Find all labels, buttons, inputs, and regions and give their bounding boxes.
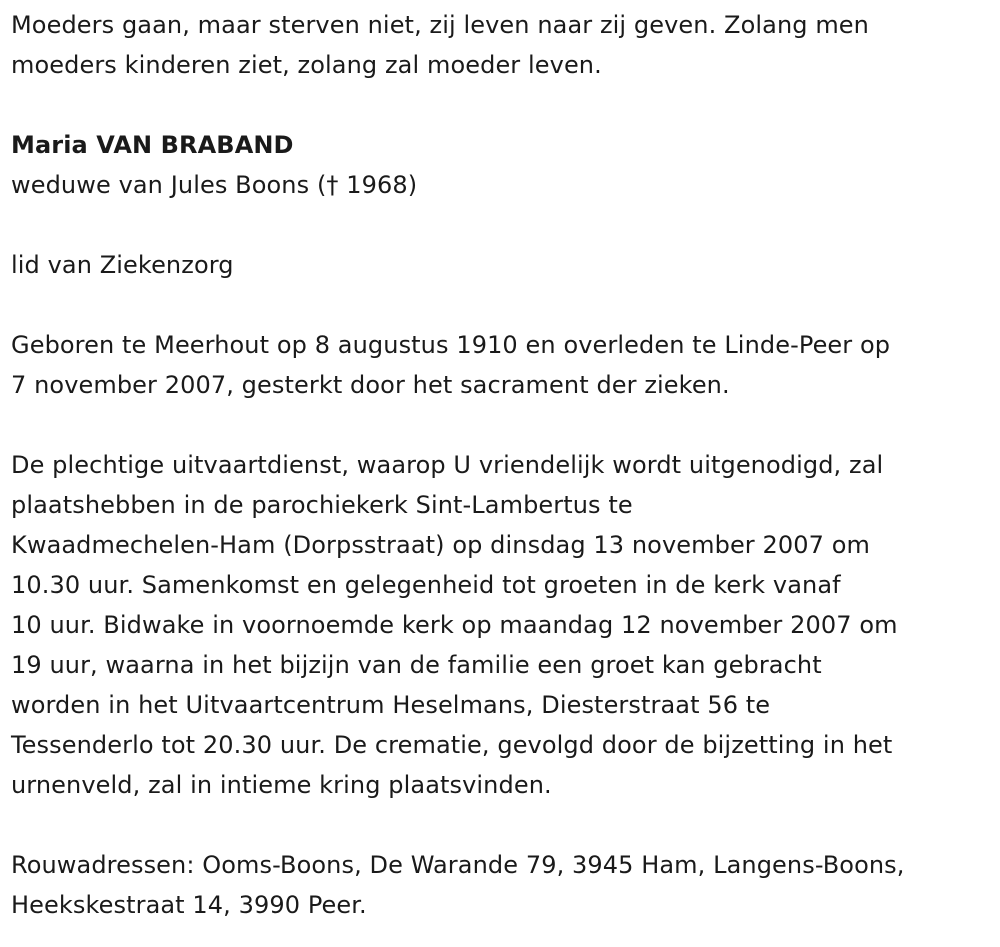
spacer: [11, 405, 996, 445]
spacer: [11, 285, 996, 325]
spacer: [11, 205, 996, 245]
spacer: [11, 805, 996, 845]
spacer: [11, 85, 996, 125]
deceased-name: Maria VAN BRABAND: [11, 131, 294, 159]
condolence-addresses: Rouwadressen: Ooms-Boons, De Warande 79, 3945 Ham, Langens-Boons, Heekskestraat 14, 3990 Peer.: [11, 851, 905, 919]
birth-death-paragraph: Geboren te Meerhout op 8 augustus 1910 en overleden te Linde-Peer op 7 november 2007, gesterkt door het sacrament der zieken.: [11, 331, 891, 399]
obituary-document: [11, 5, 996, 925]
memorial-poem: Moeders gaan, maar sterven niet, zij leven naar zij geven. Zolang men moeders kinderen ziet, zolang zal moeder leven.: [11, 11, 869, 79]
funeral-service-paragraph: De plechtige uitvaartdienst, waarop U vriendelijk wordt uitgenodigd, zal plaatshebben in de parochiekerk Sint-Lambertus te Kwaadmechelen-Ham (Dorpsstraat) op dinsdag 13 november 2007 om 10.30 uur. Samenkomst en gelegenheid tot groeten in de kerk vanaf 10 uur. Bidwake in voornoemde kerk op maandag 12 november 2007 om 19 uur, waarna in het bijzijn van de familie een groet kan gebracht worden in het Uitvaartcentrum Heselmans, Diesterstraat 56 te Tessenderlo tot 20.30 uur. De crematie, gevolgd door de bijzetting in het urnenveld, zal in intieme kring plaatsvinden.: [11, 451, 898, 799]
widow-line: weduwe van Jules Boons († 1968): [11, 171, 418, 199]
membership-line: lid van Ziekenzorg: [11, 251, 234, 279]
